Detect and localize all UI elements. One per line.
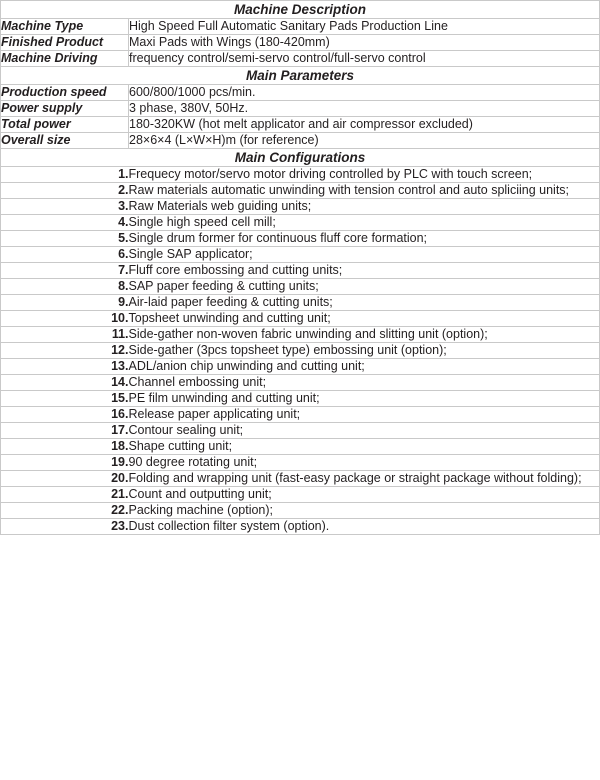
main-configurations-title: Main Configurations [1, 149, 600, 167]
row-number: 23. [1, 519, 129, 535]
row-text: Contour sealing unit; [129, 423, 600, 439]
row-text: Single drum former for continuous fluff core formation; [129, 231, 600, 247]
row-label: Production speed [1, 85, 129, 101]
table-row [1, 117, 600, 133]
table-row [1, 343, 600, 359]
table-row [1, 471, 600, 487]
row-text: Count and outputting unit; [129, 487, 600, 503]
row-number: 19. [1, 455, 129, 471]
row-number: 4. [1, 215, 129, 231]
row-value: High Speed Full Automatic Sanitary Pads Production Line [129, 19, 600, 35]
table-row [1, 247, 600, 263]
row-text: Single SAP applicator; [129, 247, 600, 263]
row-number: 20. [1, 471, 129, 487]
section-header-row [1, 1, 600, 19]
table-row [1, 199, 600, 215]
table-row [1, 391, 600, 407]
row-label: Machine Type [1, 19, 129, 35]
row-label: Machine Driving [1, 51, 129, 67]
row-number: 21. [1, 487, 129, 503]
row-number: 11. [1, 327, 129, 343]
row-text: Channel embossing unit; [129, 375, 600, 391]
row-text: Side-gather (3pcs topsheet type) embossing unit (option); [129, 343, 600, 359]
row-text: Frequecy motor/servo motor driving controlled by PLC with touch screen; [129, 167, 600, 183]
table-row [1, 279, 600, 295]
row-text: Release paper applicating unit; [129, 407, 600, 423]
row-text: Single high speed cell mill; [129, 215, 600, 231]
table-row [1, 519, 600, 535]
row-text: Folding and wrapping unit (fast-easy package or straight package without folding); [129, 471, 600, 487]
row-text: Shape cutting unit; [129, 439, 600, 455]
table-row [1, 295, 600, 311]
row-label: Finished Product [1, 35, 129, 51]
table-row [1, 423, 600, 439]
row-number: 9. [1, 295, 129, 311]
row-text: Side-gather non-woven fabric unwinding and slitting unit (option); [129, 327, 600, 343]
table-row [1, 183, 600, 199]
row-number: 5. [1, 231, 129, 247]
row-number: 3. [1, 199, 129, 215]
row-number: 2. [1, 183, 129, 199]
table-row [1, 19, 600, 35]
row-label: Total power [1, 117, 129, 133]
row-value: 3 phase, 380V, 50Hz. [129, 101, 600, 117]
table-row [1, 439, 600, 455]
section-header-row [1, 67, 600, 85]
row-number: 1. [1, 167, 129, 183]
table-row [1, 375, 600, 391]
row-label: Power supply [1, 101, 129, 117]
row-number: 8. [1, 279, 129, 295]
row-value: Maxi Pads with Wings (180-420mm) [129, 35, 600, 51]
section-header-row [1, 149, 600, 167]
table-row [1, 311, 600, 327]
table-row [1, 263, 600, 279]
table-row [1, 167, 600, 183]
table-row [1, 35, 600, 51]
table-row [1, 85, 600, 101]
table-row [1, 487, 600, 503]
table-row [1, 455, 600, 471]
row-text: Packing machine (option); [129, 503, 600, 519]
table-row [1, 503, 600, 519]
row-text: PE film unwinding and cutting unit; [129, 391, 600, 407]
row-value: 28×6×4 (L×W×H)m (for reference) [129, 133, 600, 149]
machine-description-title: Machine Description [1, 1, 600, 19]
row-text: Air-laid paper feeding & cutting units; [129, 295, 600, 311]
row-number: 13. [1, 359, 129, 375]
row-text: Raw materials automatic unwinding with tension control and auto spliciing units; [129, 183, 600, 199]
table-row [1, 359, 600, 375]
row-text: Topsheet unwinding and cutting unit; [129, 311, 600, 327]
row-text: Dust collection filter system (option). [129, 519, 600, 535]
row-label: Overall size [1, 133, 129, 149]
row-text: Raw Materials web guiding units; [129, 199, 600, 215]
row-value: 180-320KW (hot melt applicator and air compressor excluded) [129, 117, 600, 133]
row-text: ADL/anion chip unwinding and cutting unit; [129, 359, 600, 375]
row-number: 7. [1, 263, 129, 279]
row-text: Fluff core embossing and cutting units; [129, 263, 600, 279]
table-row [1, 327, 600, 343]
table-row [1, 231, 600, 247]
row-number: 15. [1, 391, 129, 407]
row-value: 600/800/1000 pcs/min. [129, 85, 600, 101]
table-row [1, 215, 600, 231]
table-row [1, 101, 600, 117]
row-number: 6. [1, 247, 129, 263]
row-number: 17. [1, 423, 129, 439]
row-value: frequency control/semi-servo control/full-servo control [129, 51, 600, 67]
table-row [1, 51, 600, 67]
table-row [1, 407, 600, 423]
row-number: 12. [1, 343, 129, 359]
row-text: 90 degree rotating unit; [129, 455, 600, 471]
row-text: SAP paper feeding & cutting units; [129, 279, 600, 295]
row-number: 22. [1, 503, 129, 519]
table-row [1, 133, 600, 149]
row-number: 18. [1, 439, 129, 455]
row-number: 10. [1, 311, 129, 327]
row-number: 14. [1, 375, 129, 391]
main-parameters-title: Main Parameters [1, 67, 600, 85]
row-number: 16. [1, 407, 129, 423]
